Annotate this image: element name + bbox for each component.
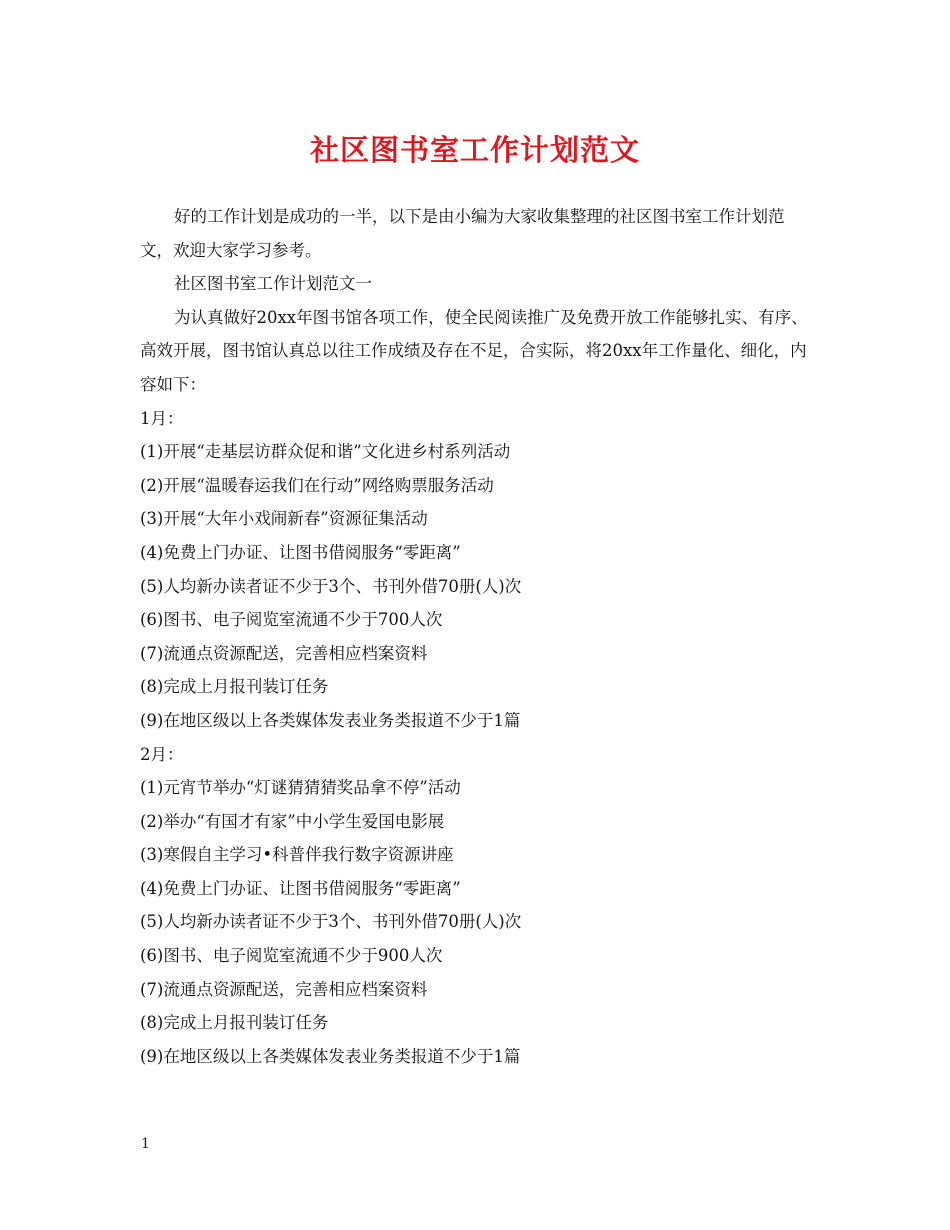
month-label: 1月： — [140, 408, 184, 428]
list-item: (2)开展“温暖春运我们在行动”网络购票服务活动 — [140, 475, 494, 495]
list-item: (4)免费上门办证、让图书借阅服务“零距离” — [140, 542, 461, 562]
list-item: (4)免费上门办证、让图书借阅服务“零距离” — [140, 878, 461, 898]
list-item: (1)元宵节举办“灯谜猜猜猜奖品拿不停”活动 — [140, 778, 461, 798]
month-label: 2月： — [140, 744, 184, 764]
list-item: (9)在地区级以上各类媒体发表业务类报道不少于1篇 — [140, 710, 521, 730]
list-item: (8)完成上月报刊装订任务 — [140, 1013, 329, 1033]
list-item: (8)完成上月报刊装订任务 — [140, 677, 329, 697]
document-body — [140, 200, 812, 1073]
list-item: (6)图书、电子阅览室流通不少于700人次 — [140, 610, 443, 630]
list-item: (5)人均新办读者证不少于3个、书刊外借70册(人)次 — [140, 912, 522, 932]
list-item: (1)开展“走基层访群众促和谐”文化进乡村系列活动 — [140, 442, 511, 462]
section-heading: 社区图书室工作计划范文一 — [174, 274, 372, 294]
list-item: (7)流通点资源配送，完善相应档案资料 — [140, 979, 428, 999]
list-item: (9)在地区级以上各类媒体发表业务类报道不少于1篇 — [140, 1046, 521, 1066]
list-item: (5)人均新办读者证不少于3个、书刊外借70册(人)次 — [140, 576, 522, 596]
list-item: (2)举办“有国才有家”中小学生爱国电影展 — [140, 811, 445, 831]
list-item: (3)寒假自主学习•科普伴我行数字资源讲座 — [140, 845, 454, 865]
list-item: (6)图书、电子阅览室流通不少于900人次 — [140, 946, 443, 966]
lead-paragraph: 为认真做好20xx年图书馆各项工作，使全民阅读推广及免费开放工作能够扎实、有序、高效开展，图书馆认真总以往工作成绩及存在不足，合实际，将20xx年工作量化、细化，内容如下： — [140, 307, 808, 394]
intro-paragraph: 好的工作计划是成功的一半，以下是由小编为大家收集整理的社区图书室工作计划范文，欢迎大家学习参考。 — [140, 207, 785, 260]
list-item: (7)流通点资源配送，完善相应档案资料 — [140, 643, 428, 663]
list-item: (3)开展“大年小戏闹新春”资源征集活动 — [140, 509, 428, 529]
document-title: 社区图书室工作计划范文 — [309, 133, 640, 167]
page-number: 1 — [141, 1136, 150, 1152]
